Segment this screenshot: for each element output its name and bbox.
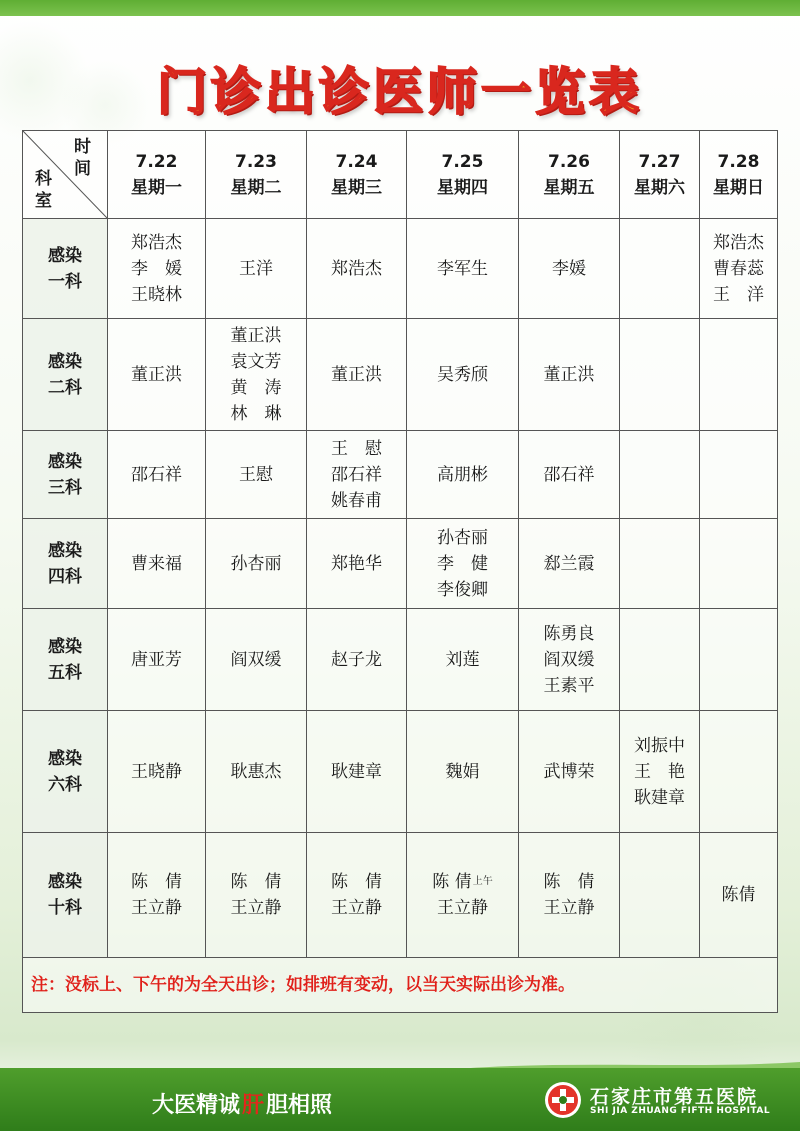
schedule-cell bbox=[519, 711, 620, 833]
doctor-name: 王 慰 bbox=[331, 438, 382, 459]
doctor-name: 耿惠杰 bbox=[230, 761, 282, 782]
doctor-name: 李 健 bbox=[437, 553, 488, 574]
schedule-cell bbox=[206, 319, 307, 431]
schedule-cell bbox=[108, 219, 206, 319]
doctor-name: 刘莲 bbox=[445, 649, 480, 670]
corner-header-cell bbox=[23, 131, 108, 219]
schedule-cell bbox=[307, 219, 407, 319]
schedule-cell bbox=[700, 431, 778, 519]
doctor-name: 李俊卿 bbox=[437, 579, 488, 600]
doctor-name: 郄兰霞 bbox=[543, 553, 595, 574]
schedule-cell bbox=[206, 431, 307, 519]
schedule-cell bbox=[206, 219, 307, 319]
doctor-name: 陈倩 bbox=[721, 885, 756, 905]
schedule-cell bbox=[519, 219, 620, 319]
schedule-cell bbox=[108, 519, 206, 609]
schedule-cell bbox=[519, 609, 620, 711]
schedule-cell bbox=[407, 219, 519, 319]
doctor-name: 刘振中 bbox=[634, 735, 685, 756]
day-header: 7.25 星期四 bbox=[407, 131, 519, 219]
doctor-name: 陈 倩 bbox=[230, 872, 282, 892]
doctor-name: 王立静 bbox=[131, 898, 182, 918]
day-header: 7.24 星期三 bbox=[307, 131, 407, 219]
schedule-cell bbox=[519, 519, 620, 609]
header-row bbox=[23, 131, 778, 219]
table-row bbox=[23, 431, 778, 519]
doctor-name: 高朋彬 bbox=[437, 464, 488, 485]
schedule-cell bbox=[407, 519, 519, 609]
day-header: 7.22 星期一 bbox=[108, 131, 206, 219]
doctor-name: 王 艳 bbox=[634, 761, 685, 782]
doctor-name: 林 琳 bbox=[230, 403, 282, 424]
doctor-name: 魏娟 bbox=[445, 761, 480, 782]
schedule-cell bbox=[700, 609, 778, 711]
department-cell: 感染 五科 bbox=[23, 609, 108, 711]
slogan-heart-char: 肝 bbox=[242, 1093, 265, 1118]
note-row bbox=[23, 958, 778, 1013]
doctor-name: 袁文芳 bbox=[230, 351, 282, 372]
hospital-slogan: 大医精诚肝胆相照 bbox=[152, 1093, 333, 1118]
doctor-name: 邵石祥 bbox=[131, 464, 182, 485]
doctor-name: 李 媛 bbox=[131, 258, 182, 279]
doctor-name: 王慰 bbox=[239, 464, 273, 485]
schedule-cell bbox=[620, 833, 700, 958]
schedule-cell bbox=[108, 431, 206, 519]
am-marker: 上午 bbox=[472, 876, 493, 887]
schedule-cell bbox=[307, 833, 407, 958]
doctor-name: 陈勇良 bbox=[543, 623, 595, 644]
corner-time-label: 时 间 bbox=[74, 137, 91, 179]
doctor-name: 王晓静 bbox=[131, 761, 182, 782]
schedule-cell bbox=[407, 431, 519, 519]
schedule-cell bbox=[407, 833, 519, 958]
schedule-cell bbox=[307, 711, 407, 833]
day-header: 7.28 星期日 bbox=[700, 131, 778, 219]
doctor-name: 陈 倩 bbox=[331, 872, 382, 892]
schedule-cell bbox=[700, 319, 778, 431]
schedule-cell bbox=[307, 431, 407, 519]
schedule-cell bbox=[307, 319, 407, 431]
doctor-name: 郑浩杰 bbox=[131, 232, 182, 253]
schedule-cell bbox=[620, 711, 700, 833]
doctor-name: 李媛 bbox=[552, 258, 586, 279]
doctor-name: 耿建章 bbox=[634, 787, 685, 808]
doctor-name: 王立静 bbox=[543, 898, 595, 918]
doctor-name: 郑艳华 bbox=[331, 553, 382, 574]
doctor-name: 阎双缓 bbox=[230, 649, 282, 670]
doctor-name: 曹来福 bbox=[131, 553, 182, 574]
doctor-name: 李军生 bbox=[437, 258, 488, 279]
schedule-cell bbox=[407, 609, 519, 711]
doctor-name: 武博荣 bbox=[543, 761, 595, 782]
day-header: 7.27 星期六 bbox=[620, 131, 700, 219]
doctor-name: 王洋 bbox=[239, 258, 273, 279]
department-cell: 感染 十科 bbox=[23, 833, 108, 958]
doctor-name: 姚春甫 bbox=[331, 490, 382, 511]
doctor-name: 陈 倩 bbox=[131, 872, 182, 892]
doctor-name: 王立静 bbox=[437, 898, 488, 918]
doctor-name: 黄 涛 bbox=[230, 377, 282, 398]
day-header: 7.26 星期五 bbox=[519, 131, 620, 219]
doctor-name: 王素平 bbox=[543, 675, 595, 696]
doctor-name: 孙杏丽 bbox=[230, 553, 282, 574]
schedule-cell bbox=[307, 519, 407, 609]
schedule-cell bbox=[700, 711, 778, 833]
doctor-name: 王立静 bbox=[331, 898, 382, 918]
doctor-name: 陈 倩 bbox=[543, 872, 595, 892]
schedule-cell bbox=[108, 711, 206, 833]
doctor-name: 阎双缓 bbox=[543, 649, 595, 670]
schedule-cell bbox=[620, 319, 700, 431]
doctor-name: 王晓林 bbox=[131, 284, 182, 305]
page-title: 门诊出诊医师一览表 bbox=[157, 63, 643, 121]
table-row bbox=[23, 319, 778, 431]
doctor-name: 唐亚芳 bbox=[131, 649, 182, 670]
schedule-cell bbox=[519, 833, 620, 958]
schedule-table bbox=[22, 130, 778, 1013]
doctor-name: 董正洪 bbox=[131, 364, 182, 385]
doctor-name: 曹春蕊 bbox=[713, 258, 764, 279]
hospital-logo-icon bbox=[543, 1080, 583, 1120]
corner-dept-label: 科 室 bbox=[35, 169, 52, 211]
schedule-cell bbox=[620, 219, 700, 319]
schedule-cell bbox=[700, 219, 778, 319]
schedule-cell bbox=[620, 519, 700, 609]
schedule-cell bbox=[206, 833, 307, 958]
table-row bbox=[23, 219, 778, 319]
department-cell: 感染 六科 bbox=[23, 711, 108, 833]
schedule-cell bbox=[620, 609, 700, 711]
doctor-name: 王立静 bbox=[230, 898, 282, 918]
table-row bbox=[23, 609, 778, 711]
schedule-cell bbox=[108, 609, 206, 711]
schedule-cell bbox=[620, 431, 700, 519]
schedule-cell bbox=[206, 519, 307, 609]
doctor-name: 董正洪 bbox=[331, 364, 382, 385]
table-row bbox=[23, 519, 778, 609]
department-cell: 感染 三科 bbox=[23, 431, 108, 519]
doctor-name: 耿建章 bbox=[331, 761, 382, 782]
hospital-name: 石家庄市第五医院 bbox=[590, 1086, 759, 1108]
department-cell: 感染 二科 bbox=[23, 319, 108, 431]
doctor-name: 孙杏丽 bbox=[437, 527, 488, 548]
department-cell: 感染 一科 bbox=[23, 219, 108, 319]
table-row bbox=[23, 833, 778, 958]
day-header: 7.23 星期二 bbox=[206, 131, 307, 219]
doctor-name: 董正洪 bbox=[543, 364, 595, 385]
department-cell: 感染 四科 bbox=[23, 519, 108, 609]
doctor-name: 赵子龙 bbox=[331, 649, 382, 670]
schedule-cell bbox=[407, 711, 519, 833]
doctor-name: 王 洋 bbox=[713, 284, 764, 305]
schedule-cell bbox=[700, 833, 778, 958]
doctor-name: 郑浩杰 bbox=[713, 232, 764, 253]
schedule-cell bbox=[206, 609, 307, 711]
schedule-cell bbox=[108, 833, 206, 958]
note-text: 注：没标上、下午的为全天出诊；如排班有变动，以当天实际出诊为准。 bbox=[23, 958, 778, 1013]
schedule-cell bbox=[206, 711, 307, 833]
doctor-name: 邵石祥 bbox=[543, 464, 595, 485]
top-green-bar bbox=[0, 0, 800, 16]
schedule-cell bbox=[700, 519, 778, 609]
doctor-name: 吴秀颀 bbox=[437, 364, 488, 385]
schedule-cell bbox=[519, 431, 620, 519]
schedule-cell bbox=[519, 319, 620, 431]
schedule-cell bbox=[307, 609, 407, 711]
schedule-cell bbox=[407, 319, 519, 431]
hospital-english-name: SHI JIA ZHUANG FIFTH HOSPITAL bbox=[590, 1106, 771, 1116]
doctor-name: 邵石祥 bbox=[331, 464, 382, 485]
doctor-name: 董正洪 bbox=[230, 325, 282, 346]
table-row bbox=[23, 711, 778, 833]
schedule-cell bbox=[108, 319, 206, 431]
schedule-body bbox=[23, 219, 778, 958]
doctor-name: 陈 倩$^{上午}$ bbox=[432, 872, 493, 892]
doctor-name: 郑浩杰 bbox=[331, 258, 382, 279]
